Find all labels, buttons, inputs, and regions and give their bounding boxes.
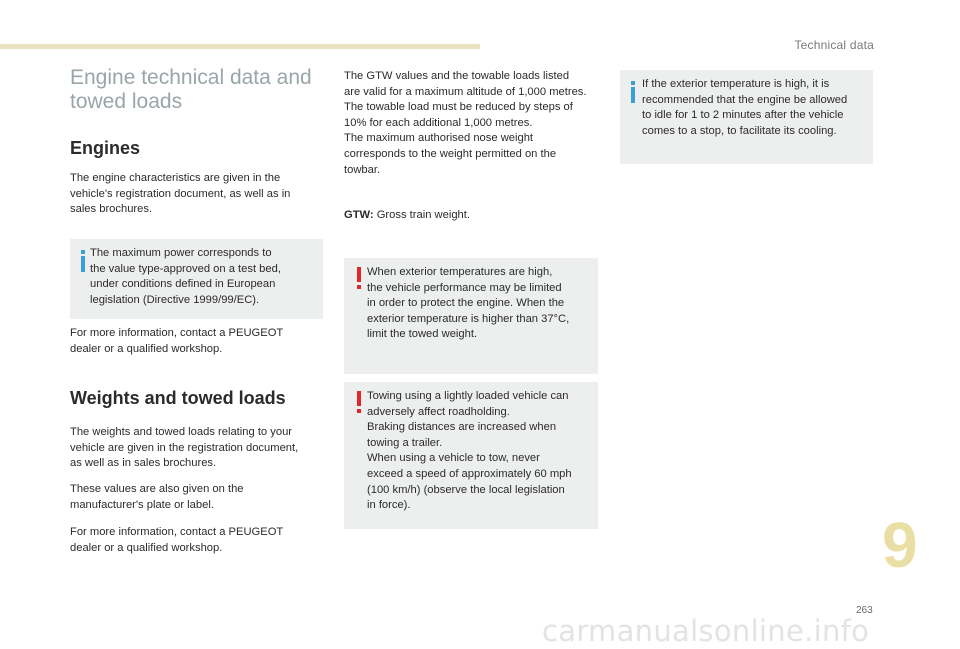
contact-text-1: For more information, contact a PEUGEOT dealer or a qualified workshop. xyxy=(70,327,284,355)
engines-text: The engine characteristics are given in the vehicle's registration document, as well as in sales brochures. xyxy=(70,172,291,216)
info-icon xyxy=(76,249,90,273)
power-info-box xyxy=(70,239,323,319)
page-number: 263 xyxy=(856,605,873,616)
contact-text-2: For more information, contact a PEUGEOT dealer or a qualified workshop. xyxy=(70,526,284,554)
header-rule xyxy=(0,44,480,49)
plate-text: These values are also given on the manufacturer's plate or label. xyxy=(70,483,244,511)
temperature-warning-box xyxy=(344,258,598,374)
idle-note: If the exterior temperature is high, it is recommended that the engine be allowed to idle for 1 to 2 minutes after the vehicle comes to a stop, to facilitate its cooling. xyxy=(642,78,848,137)
warning-icon xyxy=(354,390,364,414)
temperature-warning-text: When exterior temperatures are high, the vehicle performance may be limited in order to protect the engine. When the exterior temperature is higher than 37°C, limit the towed weight. xyxy=(367,266,570,341)
left-column xyxy=(70,66,325,218)
gtw-text: The GTW values and the towable loads listed are valid for a maximum altitude of 1,000 metres. The towable load must be reduced by steps of 10% for each additional 1,000 metres. The maximum authorised nose weight corresponds to the weight permitted on the towbar. xyxy=(344,70,587,176)
weights-text: The weights and towed loads relating to your vehicle are given in the registration document, as well as in sales brochures. xyxy=(70,426,299,470)
watermark: carmanualsonline.info xyxy=(542,614,870,648)
weights-heading: Weights and towed loads xyxy=(70,388,286,408)
idle-info-box xyxy=(620,70,873,164)
towing-warning-text: Towing using a lightly loaded vehicle can adversely affect roadholding. Braking distances are increased when towing a trailer. When using a vehicle to tow, never exceed a speed of approximately 60 mph (100 km/h) (observe the local legislation in force). xyxy=(367,390,572,512)
gtw-label: GTW: xyxy=(344,208,374,221)
gtw-definition-text: Gross train weight. xyxy=(373,208,470,221)
towing-warning-box xyxy=(344,382,598,529)
page-title: Engine technical data and towed loads xyxy=(70,66,312,113)
gtw-definition xyxy=(344,192,599,223)
section-header: Technical data xyxy=(794,38,874,52)
chapter-number: 9 xyxy=(882,509,918,581)
warning-icon xyxy=(354,266,364,290)
power-note: The maximum power corresponds to the value type-approved on a test bed, under conditions defined in European legislation (Directive 1999/99/EC). xyxy=(90,247,281,306)
engines-heading: Engines xyxy=(70,138,141,158)
info-icon xyxy=(626,80,640,104)
